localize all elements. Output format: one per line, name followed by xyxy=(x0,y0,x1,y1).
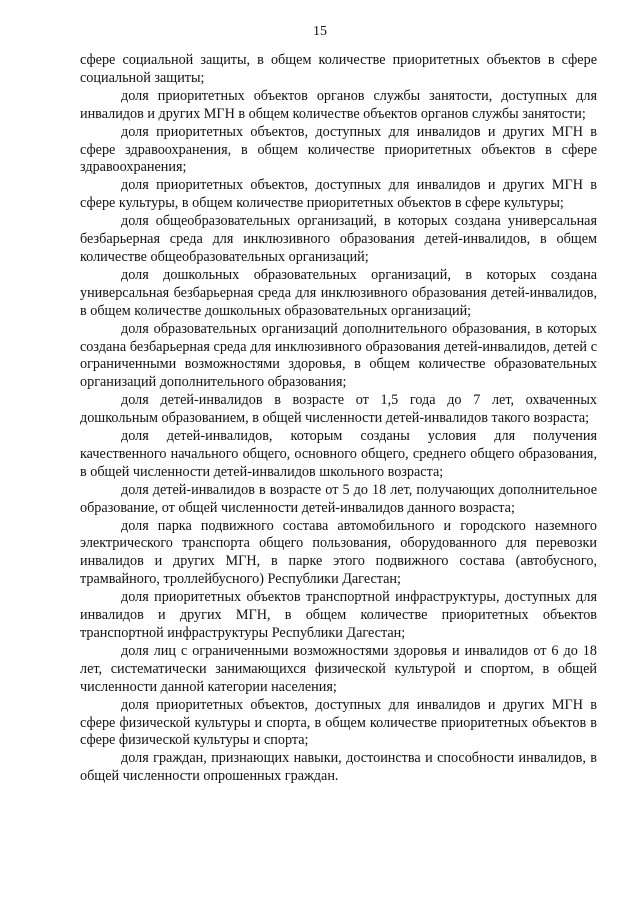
page-number: 15 xyxy=(313,24,327,39)
paragraph-additional-education-children: доля детей-инвалидов в возрасте от 5 до 18 лет, получающих дополнительное образование, от общей численности детей-инвалидов данного возраста; xyxy=(80,481,597,516)
document-body xyxy=(80,52,597,786)
paragraph-preschool-education: доля дошкольных образовательных организаций, в которых создана универсальная безбарьерная среда для инклюзивного образования детей-инвалидов, в общем количестве дошкольных образовательных организаций; xyxy=(80,266,597,319)
paragraph-healthcare: доля приоритетных объектов, доступных для инвалидов и других МГН в сфере здравоохранения, в общем количестве приоритетных объектов в сфере здравоохранения; xyxy=(80,123,597,176)
paragraph-sports-facilities: доля приоритетных объектов, доступных для инвалидов и других МГН в сфере физической культуры и спорта, в общем количестве приоритетных объектов в сфере физической культуры и спорта; xyxy=(80,696,597,749)
paragraph-sports-participation: доля лиц с ограниченными возможностями здоровья и инвалидов от 6 до 18 лет, систематически занимающихся физической культурой и спортом, в общей численности данной категории населения; xyxy=(80,642,597,695)
paragraph-transport-infrastructure: доля приоритетных объектов транспортной инфраструктуры, доступных для инвалидов и других МГН, в общем количестве приоритетных объектов транспортной инфраструктуры Республики Дагестан; xyxy=(80,589,597,641)
paragraph-culture: доля приоритетных объектов, доступных для инвалидов и других МГН в сфере культуры, в общем количестве приоритетных объектов в сфере культуры; xyxy=(80,177,597,212)
paragraph-public-opinion: доля граждан, признающих навыки, достоинства и способности инвалидов, в общей численности опрошенных граждан. xyxy=(80,750,597,785)
paragraph-additional-education-organizations: доля образовательных организаций дополнительного образования, в которых создана безбарьерная среда для инклюзивного образования детей-инвалидов, детей с ограниченными возможностями здоровья, в общем количестве образовательных организаций дополнительного образования; xyxy=(80,320,597,391)
paragraph-school-conditions: доля детей-инвалидов, которым созданы условия для получения качественного начального общего, основного общего, среднего общего образования, в общей численности детей-инвалидов школьного возраста; xyxy=(80,428,597,480)
paragraph-general-education: доля общеобразовательных организаций, в которых создана универсальная безбарьерная среда для инклюзивного образования детей-инвалидов, в общем количестве общеобразовательных организаций; xyxy=(80,213,597,265)
paragraph-preschool-coverage: доля детей-инвалидов в возрасте от 1,5 года до 7 лет, охваченных дошкольным образованием, в общей численности детей-инвалидов такого возраста; xyxy=(80,392,597,427)
paragraph-employment-service: доля приоритетных объектов органов службы занятости, доступных для инвалидов и других МГН в общем количестве объектов органов службы занятости; xyxy=(80,87,597,122)
paragraph-public-transport-fleet: доля парка подвижного состава автомобильного и городского наземного электрического транспорта общего пользования, оборудованного для перевозки инвалидов и других МГН, в парке этого подвижного состава (автобусного, трамвайного, троллейбусного) Республики Дагестан; xyxy=(80,517,597,588)
paragraph-social-protection-continuation: сфере социальной защиты, в общем количестве приоритетных объектов в сфере социальной защиты; xyxy=(80,52,597,86)
